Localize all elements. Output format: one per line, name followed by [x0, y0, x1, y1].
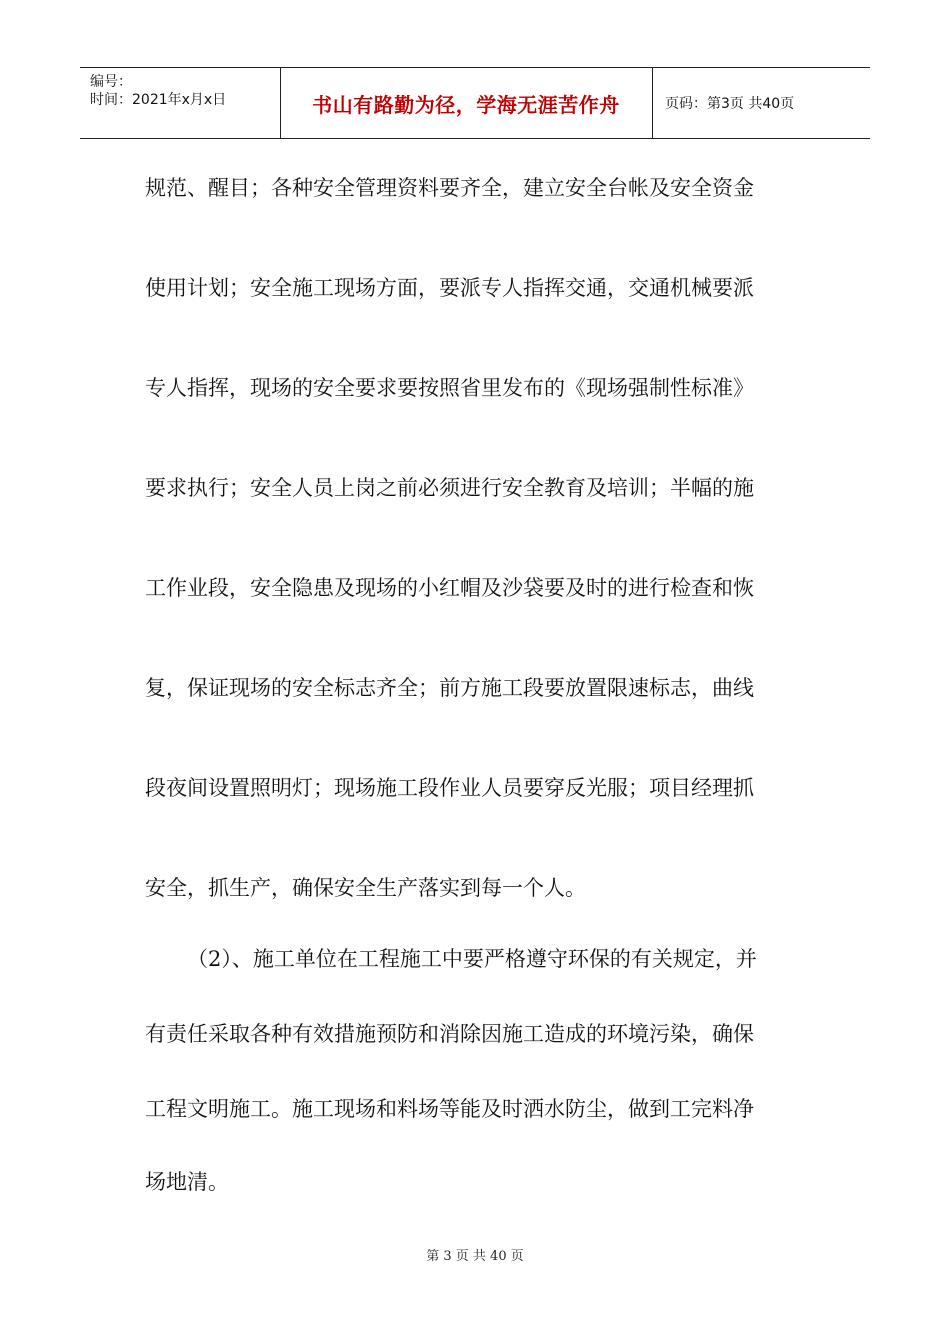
- body-line: 规范、醒目；各种安全管理资料要齐全，建立安全台帐及安全资金: [145, 176, 754, 200]
- header-page-label: 页码：第3页 共40页: [665, 96, 795, 112]
- body-line: 安全，抓生产，确保安全生产落实到每一个人。: [145, 876, 586, 900]
- body-line: 段夜间设置照明灯；现场施工段作业人员要穿反光服；项目经理抓: [145, 776, 754, 800]
- body-line: 工作业段，安全隐患及现场的小红帽及沙袋要及时的进行检查和恢: [145, 576, 754, 600]
- body-line-paragraph-start: （2）、施工单位在工程施工中要严格遵守环保的有关规定，并: [187, 947, 757, 971]
- page-footer: 第 3 页 共 40 页: [426, 1249, 524, 1264]
- body-line: 场地清。: [145, 1170, 229, 1194]
- body-line: 使用计划；安全施工现场方面，要派专人指挥交通，交通机械要派: [145, 276, 754, 300]
- header-left-cell: [80, 68, 281, 138]
- header-motto: 书山有路勤为径，学海无涯苦作舟: [280, 68, 653, 138]
- document-time-label: 时间：2021年x月x日: [90, 92, 227, 108]
- page-header: [80, 67, 870, 139]
- body-line: 有责任采取各种有效措施预防和消除因施工造成的环境污染，确保: [145, 1022, 754, 1046]
- body-line: 专人指挥，现场的安全要求要按照省里发布的《现场强制性标准》: [145, 376, 754, 400]
- body-line: 工程文明施工。施工现场和料场等能及时洒水防尘，做到工完料净: [145, 1097, 754, 1121]
- document-number-label: 编号：: [90, 74, 132, 90]
- body-line: 复，保证现场的安全标志齐全；前方施工段要放置限速标志，曲线: [145, 676, 754, 700]
- body-line: 要求执行；安全人员上岗之前必须进行安全教育及培训；半幅的施: [145, 476, 754, 500]
